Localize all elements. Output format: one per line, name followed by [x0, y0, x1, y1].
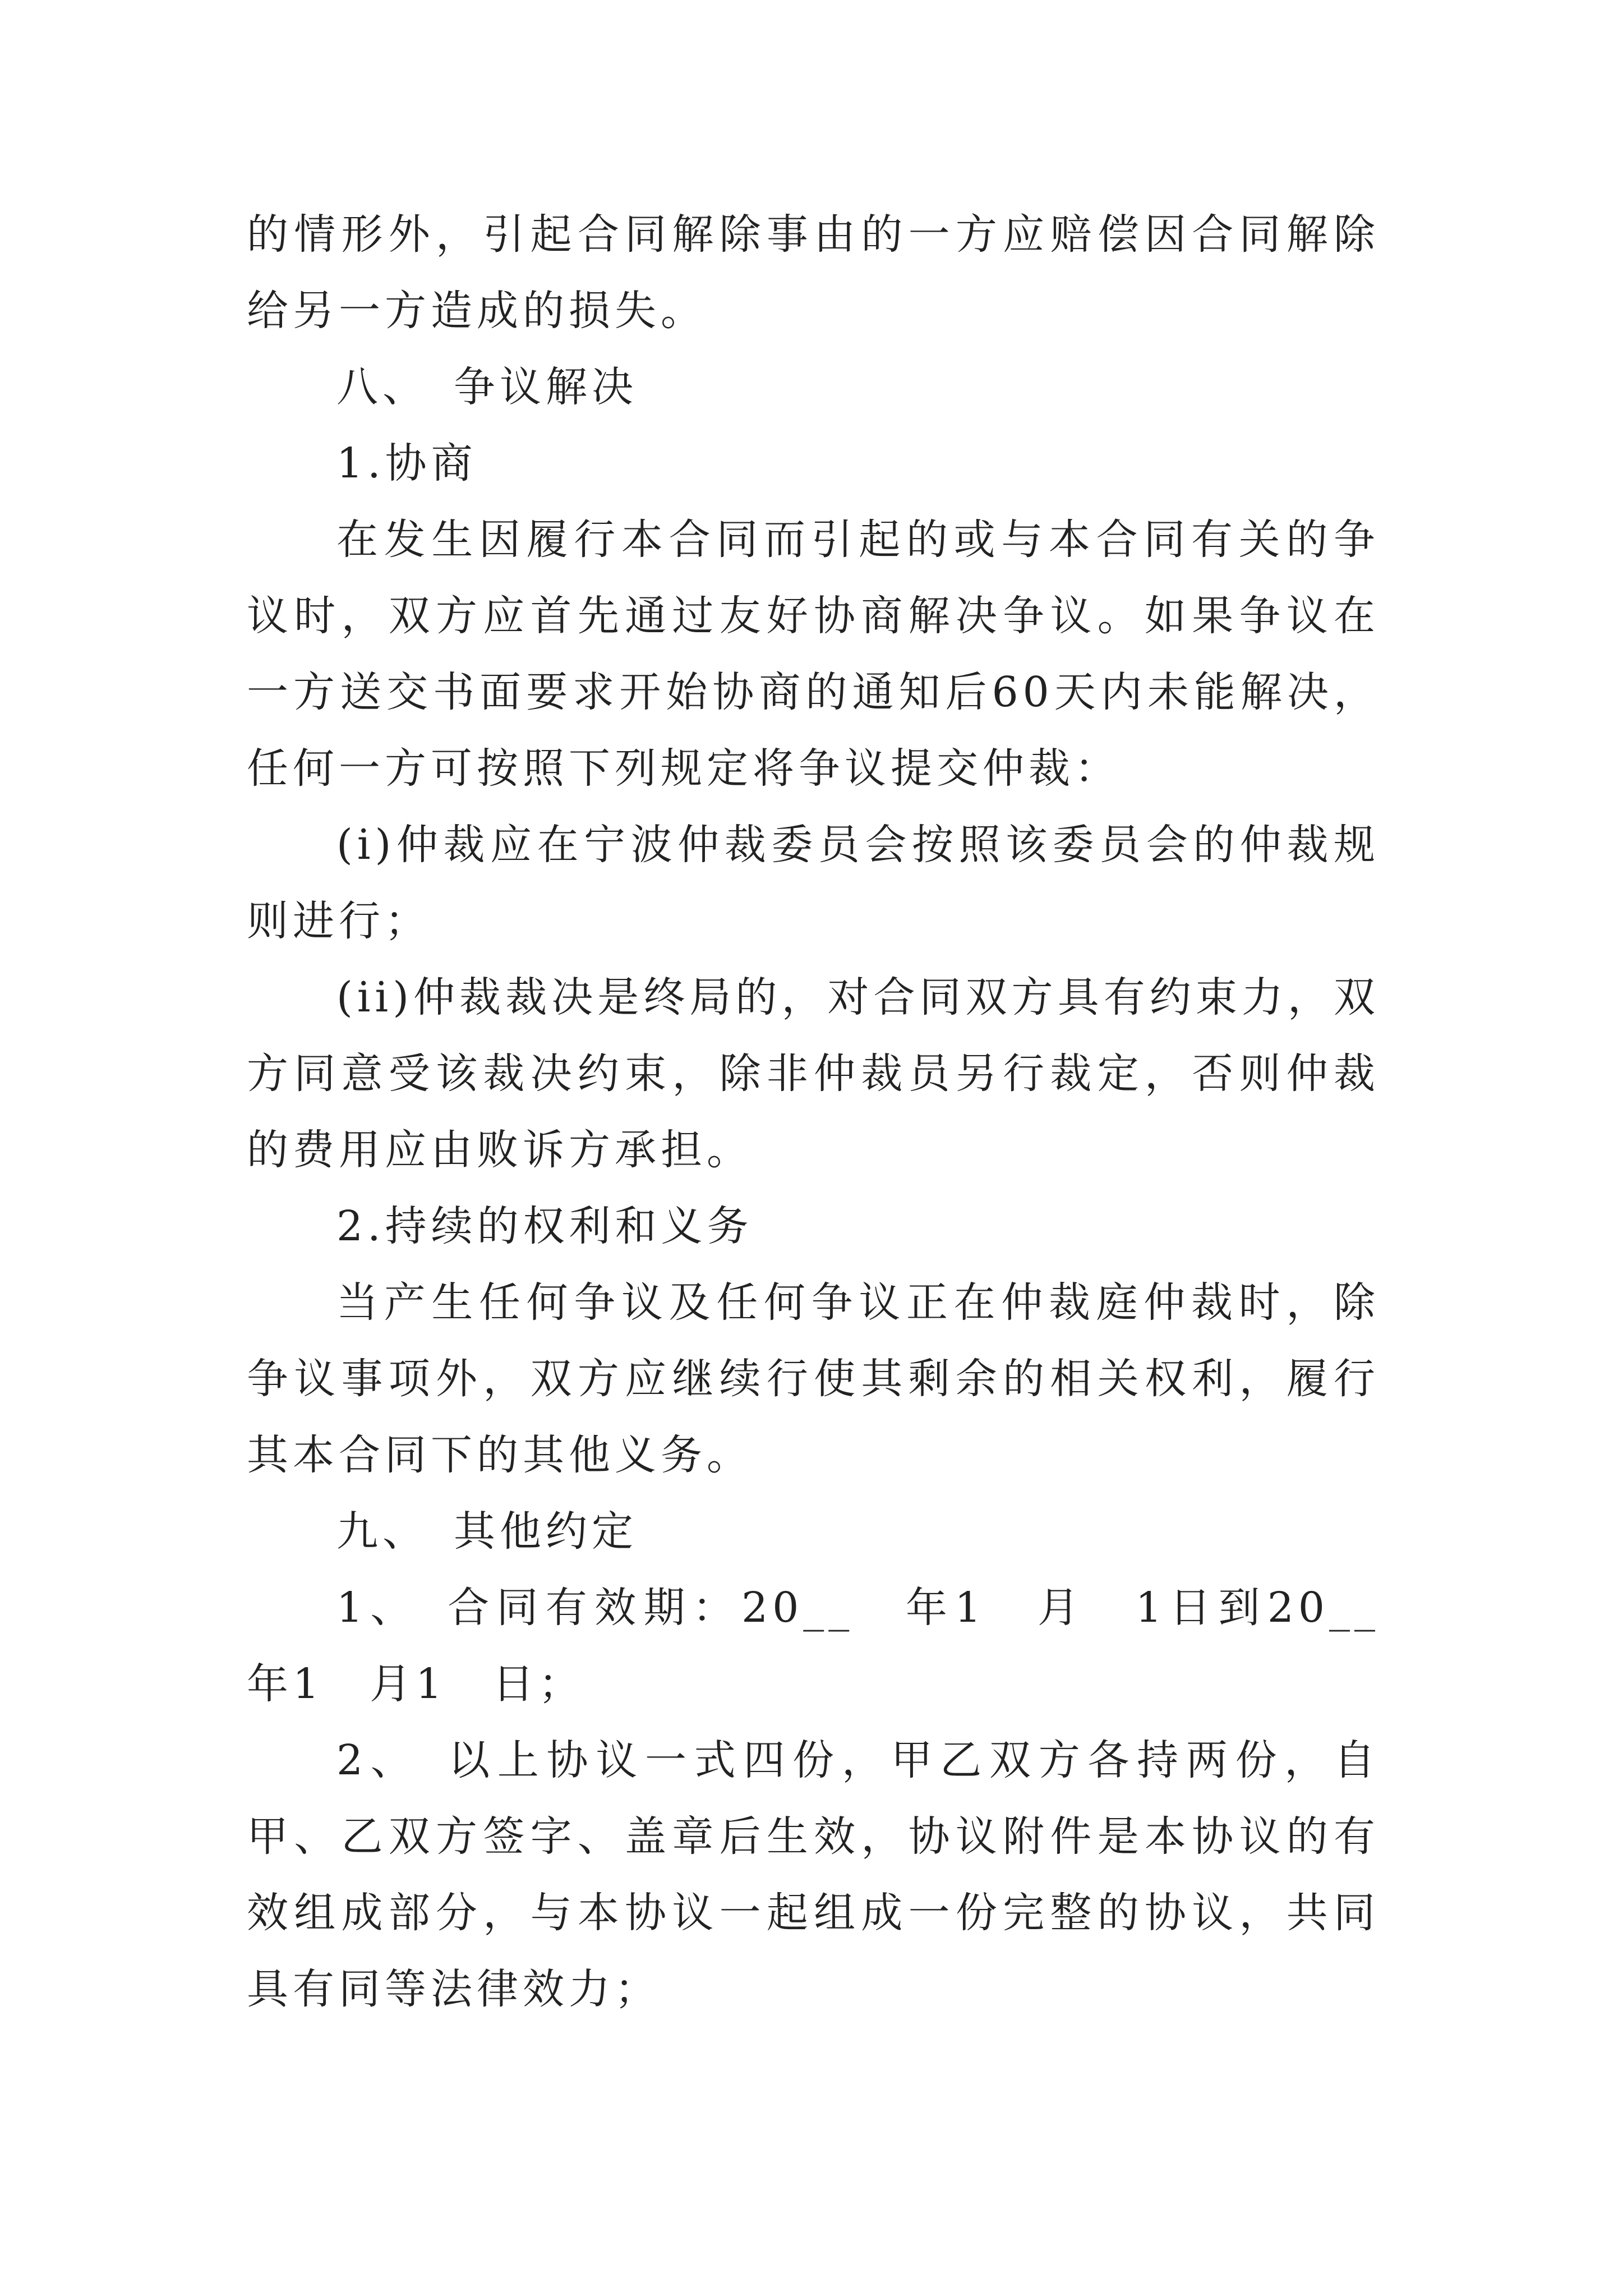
- paragraph-arbitration-venue: (i)仲裁应在宁波仲裁委员会按照该委员会的仲裁规则进行；: [247, 821, 1380, 945]
- paragraph-continuation: 的情形外，引起合同解除事由的一方应赔偿因合同解除给另一方造成的损失。: [247, 210, 1380, 335]
- subheading-negotiation: 1.协商: [336, 439, 477, 487]
- paragraph-copies-and-effect: 2、 以上协议一式四份，甲乙双方各持两份，自甲、乙双方签字、盖章后生效，协议附件是本协议的有效组成部分，与本协议一起组成一份完整的协议，共同具有同等法律效力；: [247, 1736, 1380, 2013]
- document-body: [247, 196, 1426, 2027]
- subheading-continuing-rights: 2.持续的权利和义务: [336, 1202, 753, 1250]
- paragraph-negotiation: 在发生因履行本合同而引起的或与本合同有关的争议时，双方应首先通过友好协商解决争议。如果争议在一方送交书面要求开始协商的通知后60天内未能解决，任何一方可按照下列规定将争议提交仲裁：: [247, 516, 1380, 793]
- paragraph-arbitration-award: (ii)仲裁裁决是终局的，对合同双方具有约束力，双方同意受该裁决约束，除非仲裁员另行裁定，否则仲裁的费用应由败诉方承担。: [247, 973, 1380, 1174]
- paragraph-contract-term: 1、 合同有效期：20__ 年1 月 1日到20__ 年1 月1 日；: [247, 1584, 1426, 1708]
- section-heading-dispute-resolution: 八、 争议解决: [336, 363, 638, 411]
- section-heading-other-terms: 九、 其他约定: [336, 1507, 638, 1556]
- paragraph-continuing-rights: 当产生任何争议及任何争议正在仲裁庭仲裁时，除争议事项外，双方应继续行使其剩余的相关权利，履行其本合同下的其他义务。: [247, 1278, 1380, 1479]
